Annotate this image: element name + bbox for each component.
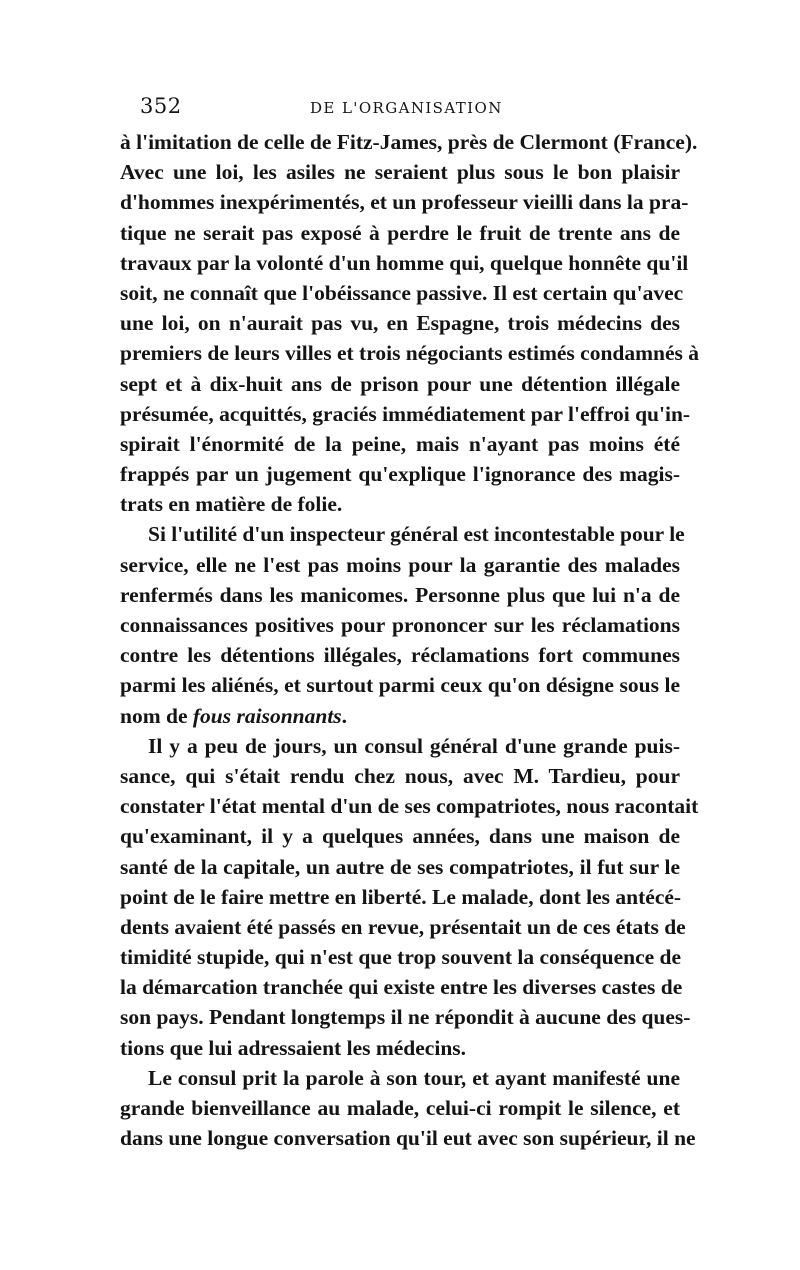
text-line: premiers de leurs villes et trois négociants estimés condamnés à (120, 341, 700, 366)
text-line: sance, qui s'était rendu chez nous, avec M. Tardieu, pour (120, 763, 680, 788)
text-line: dents avaient été passés en revue, présentait un de ces états de (120, 914, 686, 939)
text-line: travaux par la volonté d'un homme qui, quelque honnête qu'il (120, 250, 689, 275)
text-line: Avec une loi, les asiles ne seraient plus sous le bon plaisir (120, 160, 680, 185)
text-line: soit, ne connaît que l'obéissance passive. Il est certain qu'avec (120, 280, 684, 305)
text-line: Il y a peu de jours, un consul général d'une grande puis- (148, 733, 680, 758)
text-line: qu'examinant, il y a quelques années, dans une maison de (120, 824, 680, 849)
text-line: renfermés dans les manicomes. Personne plus que lui n'a de (120, 582, 680, 607)
text-line: santé de la capitale, un autre de ses compatriotes, il fut sur le (120, 854, 680, 879)
text-line: son pays. Pendant longtemps il ne répondit à aucune des ques- (120, 1005, 691, 1030)
text-segment: . (341, 703, 348, 728)
text-line: sept et à dix-huit ans de prison pour une détention illégale (120, 371, 680, 396)
text-line: tique ne serait pas exposé à perdre le fruit de trente ans de (120, 220, 680, 245)
text-line: dans une longue conversation qu'il eut avec son supérieur, il ne (120, 1126, 696, 1151)
text-line: d'hommes inexpérimentés, et un professeur vieilli dans la pra- (120, 190, 689, 215)
text-line: point de le faire mettre en liberté. Le malade, dont les antécé- (120, 884, 682, 909)
text-line: contre les détentions illégales, réclamations fort communes (120, 643, 680, 668)
text-line: une loi, on n'aurait pas vu, en Espagne, trois médecins des (120, 311, 680, 336)
text-line: grande bienveillance au malade, celui-ci rompit le silence, et (120, 1096, 680, 1120)
paragraph-4 (120, 1063, 696, 1154)
text-line: Le consul prit la parole à son tour, et ayant manifesté une (148, 1065, 680, 1090)
running-head: DE L'ORGANISATION (310, 99, 503, 117)
text-line: trats en matière de folie. (120, 492, 343, 517)
text-line: constater l'état mental d'un de ses compatriotes, nous racontait (120, 794, 699, 819)
body-text (120, 127, 700, 1153)
text-line: spirait l'énormité de la peine, mais n'ayant pas moins été (120, 431, 680, 456)
text-line: la démarcation tranchée qui existe entre les diverses castes de (120, 975, 683, 1000)
paragraph-3 (120, 731, 699, 1063)
text-line: frappés par un jugement qu'explique l'ignorance des magis- (120, 462, 680, 487)
text-line: Si l'utilité d'un inspecteur général est incontestable pour le (148, 522, 685, 547)
text-segment: nom de (120, 703, 193, 728)
text-line (120, 701, 680, 731)
emphasized-term: fous raisonnants (192, 703, 342, 728)
page-header (140, 94, 680, 124)
text-line: timidité stupide, qui n'est que trop souvent la conséquence de (120, 945, 682, 970)
text-line: présumée, acquittés, graciés immédiatement par l'effroi qu'in- (120, 401, 691, 426)
text-line: à l'imitation de celle de Fitz-James, près de Clermont (France). (120, 130, 698, 154)
text-line: service, elle ne l'est pas moins pour la garantie des malades (120, 552, 680, 577)
text-line: parmi les aliénés, et surtout parmi ceux qu'on désigne sous le (120, 673, 680, 698)
text-line: tions que lui adressaient les médecins. (120, 1035, 467, 1060)
page-number: 352 (140, 94, 182, 118)
paragraph-2 (120, 519, 685, 730)
paragraph-1 (120, 127, 700, 519)
text-line: connaissances positives pour prononcer sur les réclamations (120, 613, 680, 637)
